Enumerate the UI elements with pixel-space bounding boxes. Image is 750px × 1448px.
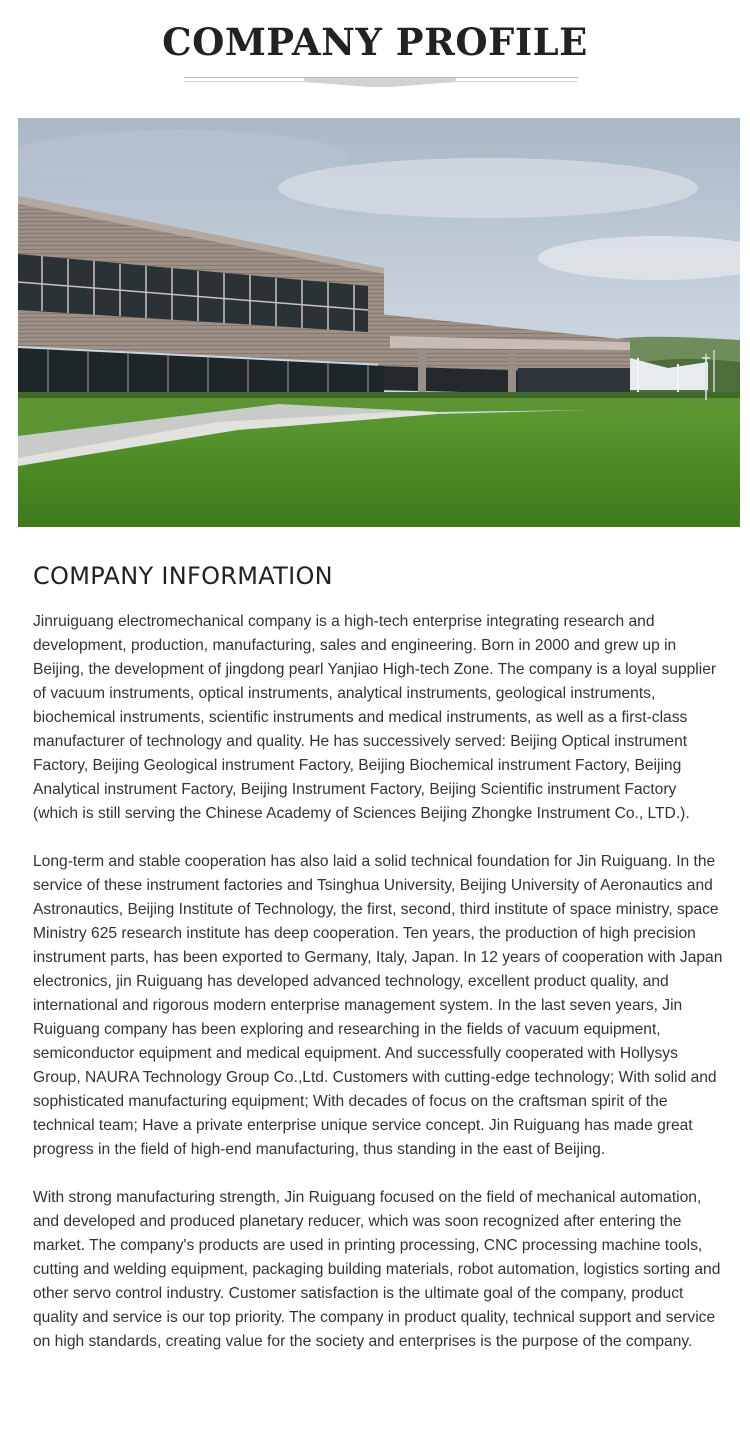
company-building-photo	[18, 118, 740, 527]
section-title: COMPANY INFORMATION	[33, 562, 333, 590]
factory-building-photo-icon	[18, 118, 740, 527]
paragraph: Long-term and stable cooperation has also laid a solid technical foundation for Jin Ruiguang. In the service of these instrument factories and Tsinghua University, Beijing University of Aeronautics and Astronautics, Beijing Institute of Technology, the first, second, third institute of space ministry, space Ministry 625 research institute has deep cooperation. Ten years, the production of high precision instrument parts, has been exported to Germany, Italy, Japan. In 12 years of cooperation with Japan electronics, jin Ruiguang has developed advanced technology, excellent product quality, and international and rigorous modern enterprise management system. In the last seven years, Jin Ruiguang company has been exploring and researching in the fields of vacuum equipment, semiconductor equipment and medical equipment. And successfully cooperated with Hollysys Group, NAURA Technology Group Co.,Ltd. Customers with cutting-edge technology; With solid and sophisticated manufacturing equipment; With decades of focus on the craftsman spirit of the technical team; Have a private enterprise unique service concept. Jin Ruiguang has made great progress in the field of high-end manufacturing, thus standing in the east of Beijing.	[33, 853, 723, 1158]
paragraph: Jinruiguang electromechanical company is a high-tech enterprise integrating research and development, production, manufacturing, sales and engineering. Born in 2000 and grew up in Beijing, the development of jingdong pearl Yanjiao High-tech Zone. The company is a loyal supplier of vacuum instruments, optical instruments, analytical instruments, geological instruments, biochemical instruments, scientific instruments and medical instruments, as well as a first-class manufacturer of technology and quality. He has successively served: Beijing Optical instrument Factory, Beijing Geological instrument Factory, Beijing Biochemical instrument Factory, Beijing Analytical instrument Factory, Beijing Instrument Factory, Beijing Scientific instrument Factory (which is still serving the Chinese Academy of Sciences Beijing Zhongke Instrument Co., LTD.).	[33, 613, 717, 822]
page-header	[0, 0, 750, 100]
title-divider-accent	[304, 78, 456, 87]
page-title: COMPANY PROFILE	[162, 20, 588, 64]
paragraph: With strong manufacturing strength, Jin Ruiguang focused on the field of mechanical automation, and developed and produced planetary reducer, which was soon recognized after entering the market. The company's products are used in printing processing, CNC processing machine tools, cutting and welding equipment, packaging building materials, robot automation, logistics sorting and other servo control industry. Customer satisfaction is the ultimate goal of the company, product quality and service is our top priority. The company in product quality, technical support and service on high standards, creating value for the society and enterprises is the purpose of the company.	[33, 1189, 721, 1350]
company-description	[33, 610, 723, 1378]
